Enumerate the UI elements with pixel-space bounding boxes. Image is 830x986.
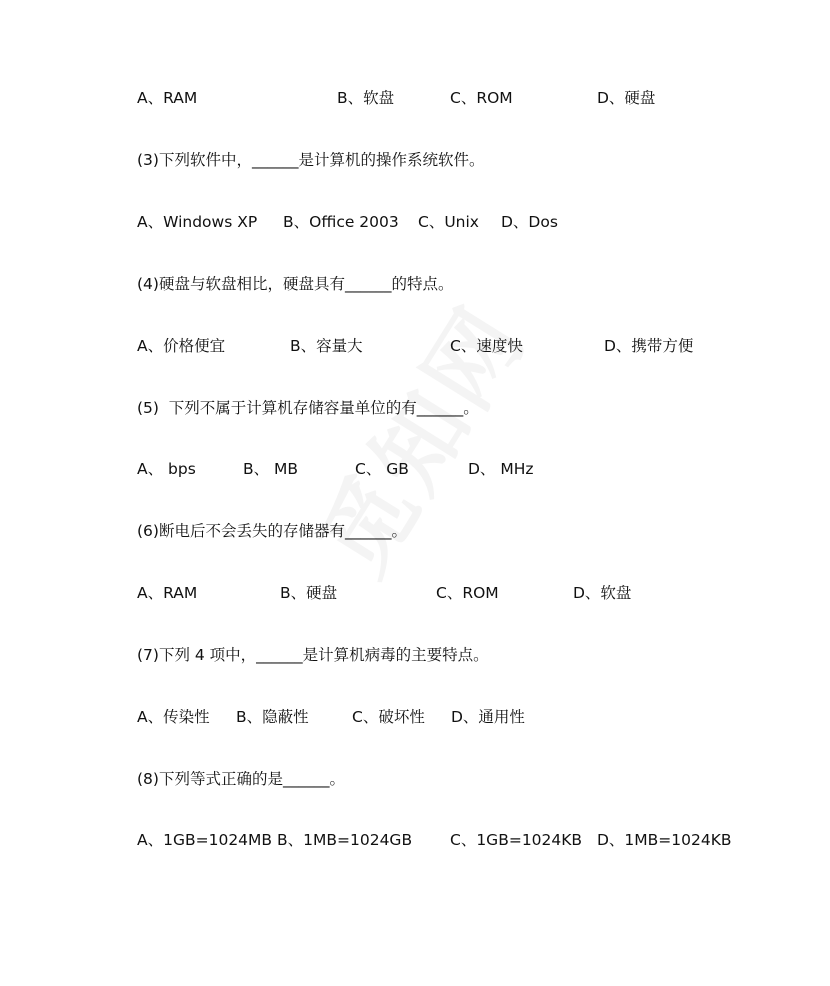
option-a: A、1GB=1024MB	[137, 831, 273, 849]
option-d: D、软盘	[573, 584, 632, 602]
option-c: C、速度快	[450, 337, 523, 355]
question-4: (4)硬盘与软盘相比，硬盘具有______的特点。	[137, 275, 454, 293]
option-d: D、通用性	[451, 708, 525, 726]
option-d: D、硬盘	[597, 89, 656, 107]
option-d: D、1MB=1024KB	[597, 831, 732, 849]
watermark	[283, 276, 551, 595]
option-d: D、 MHz	[468, 460, 534, 478]
question-3: (3)下列软件中，______是计算机的操作系统软件。	[137, 151, 485, 169]
question-6: (6)断电后不会丢失的存储器有______。	[137, 522, 407, 540]
option-a: A、RAM	[137, 89, 198, 107]
option-c: C、破坏性	[352, 708, 425, 726]
question-5: (5) 下列不属于计算机存储容量单位的有______。	[137, 399, 479, 417]
option-a: A、价格便宜	[137, 337, 226, 355]
option-a: A、传染性	[137, 708, 210, 726]
option-c: C、ROM	[436, 584, 499, 602]
option-b: B、 MB	[243, 460, 299, 478]
option-b: B、硬盘	[280, 584, 338, 602]
option-d: D、携带方便	[604, 337, 694, 355]
option-b: B、Office 2003	[283, 213, 399, 231]
option-a: A、RAM	[137, 584, 198, 602]
option-b: B、容量大	[290, 337, 363, 355]
option-c: C、Unix	[418, 213, 479, 231]
option-b: B、1MB=1024GB	[277, 831, 413, 849]
option-c: C、ROM	[450, 89, 513, 107]
option-d: D、Dos	[501, 213, 558, 231]
question-8: (8)下列等式正确的是______。	[137, 770, 345, 788]
option-c: C、 GB	[355, 460, 409, 478]
option-b: B、软盘	[337, 89, 395, 107]
option-b: B、隐蔽性	[236, 708, 309, 726]
option-c: C、1GB=1024KB	[450, 831, 583, 849]
question-7: (7)下列 4 项中，______是计算机病毒的主要特点。	[137, 646, 489, 664]
option-a: A、Windows XP	[137, 213, 258, 231]
option-a: A、 bps	[137, 460, 196, 478]
